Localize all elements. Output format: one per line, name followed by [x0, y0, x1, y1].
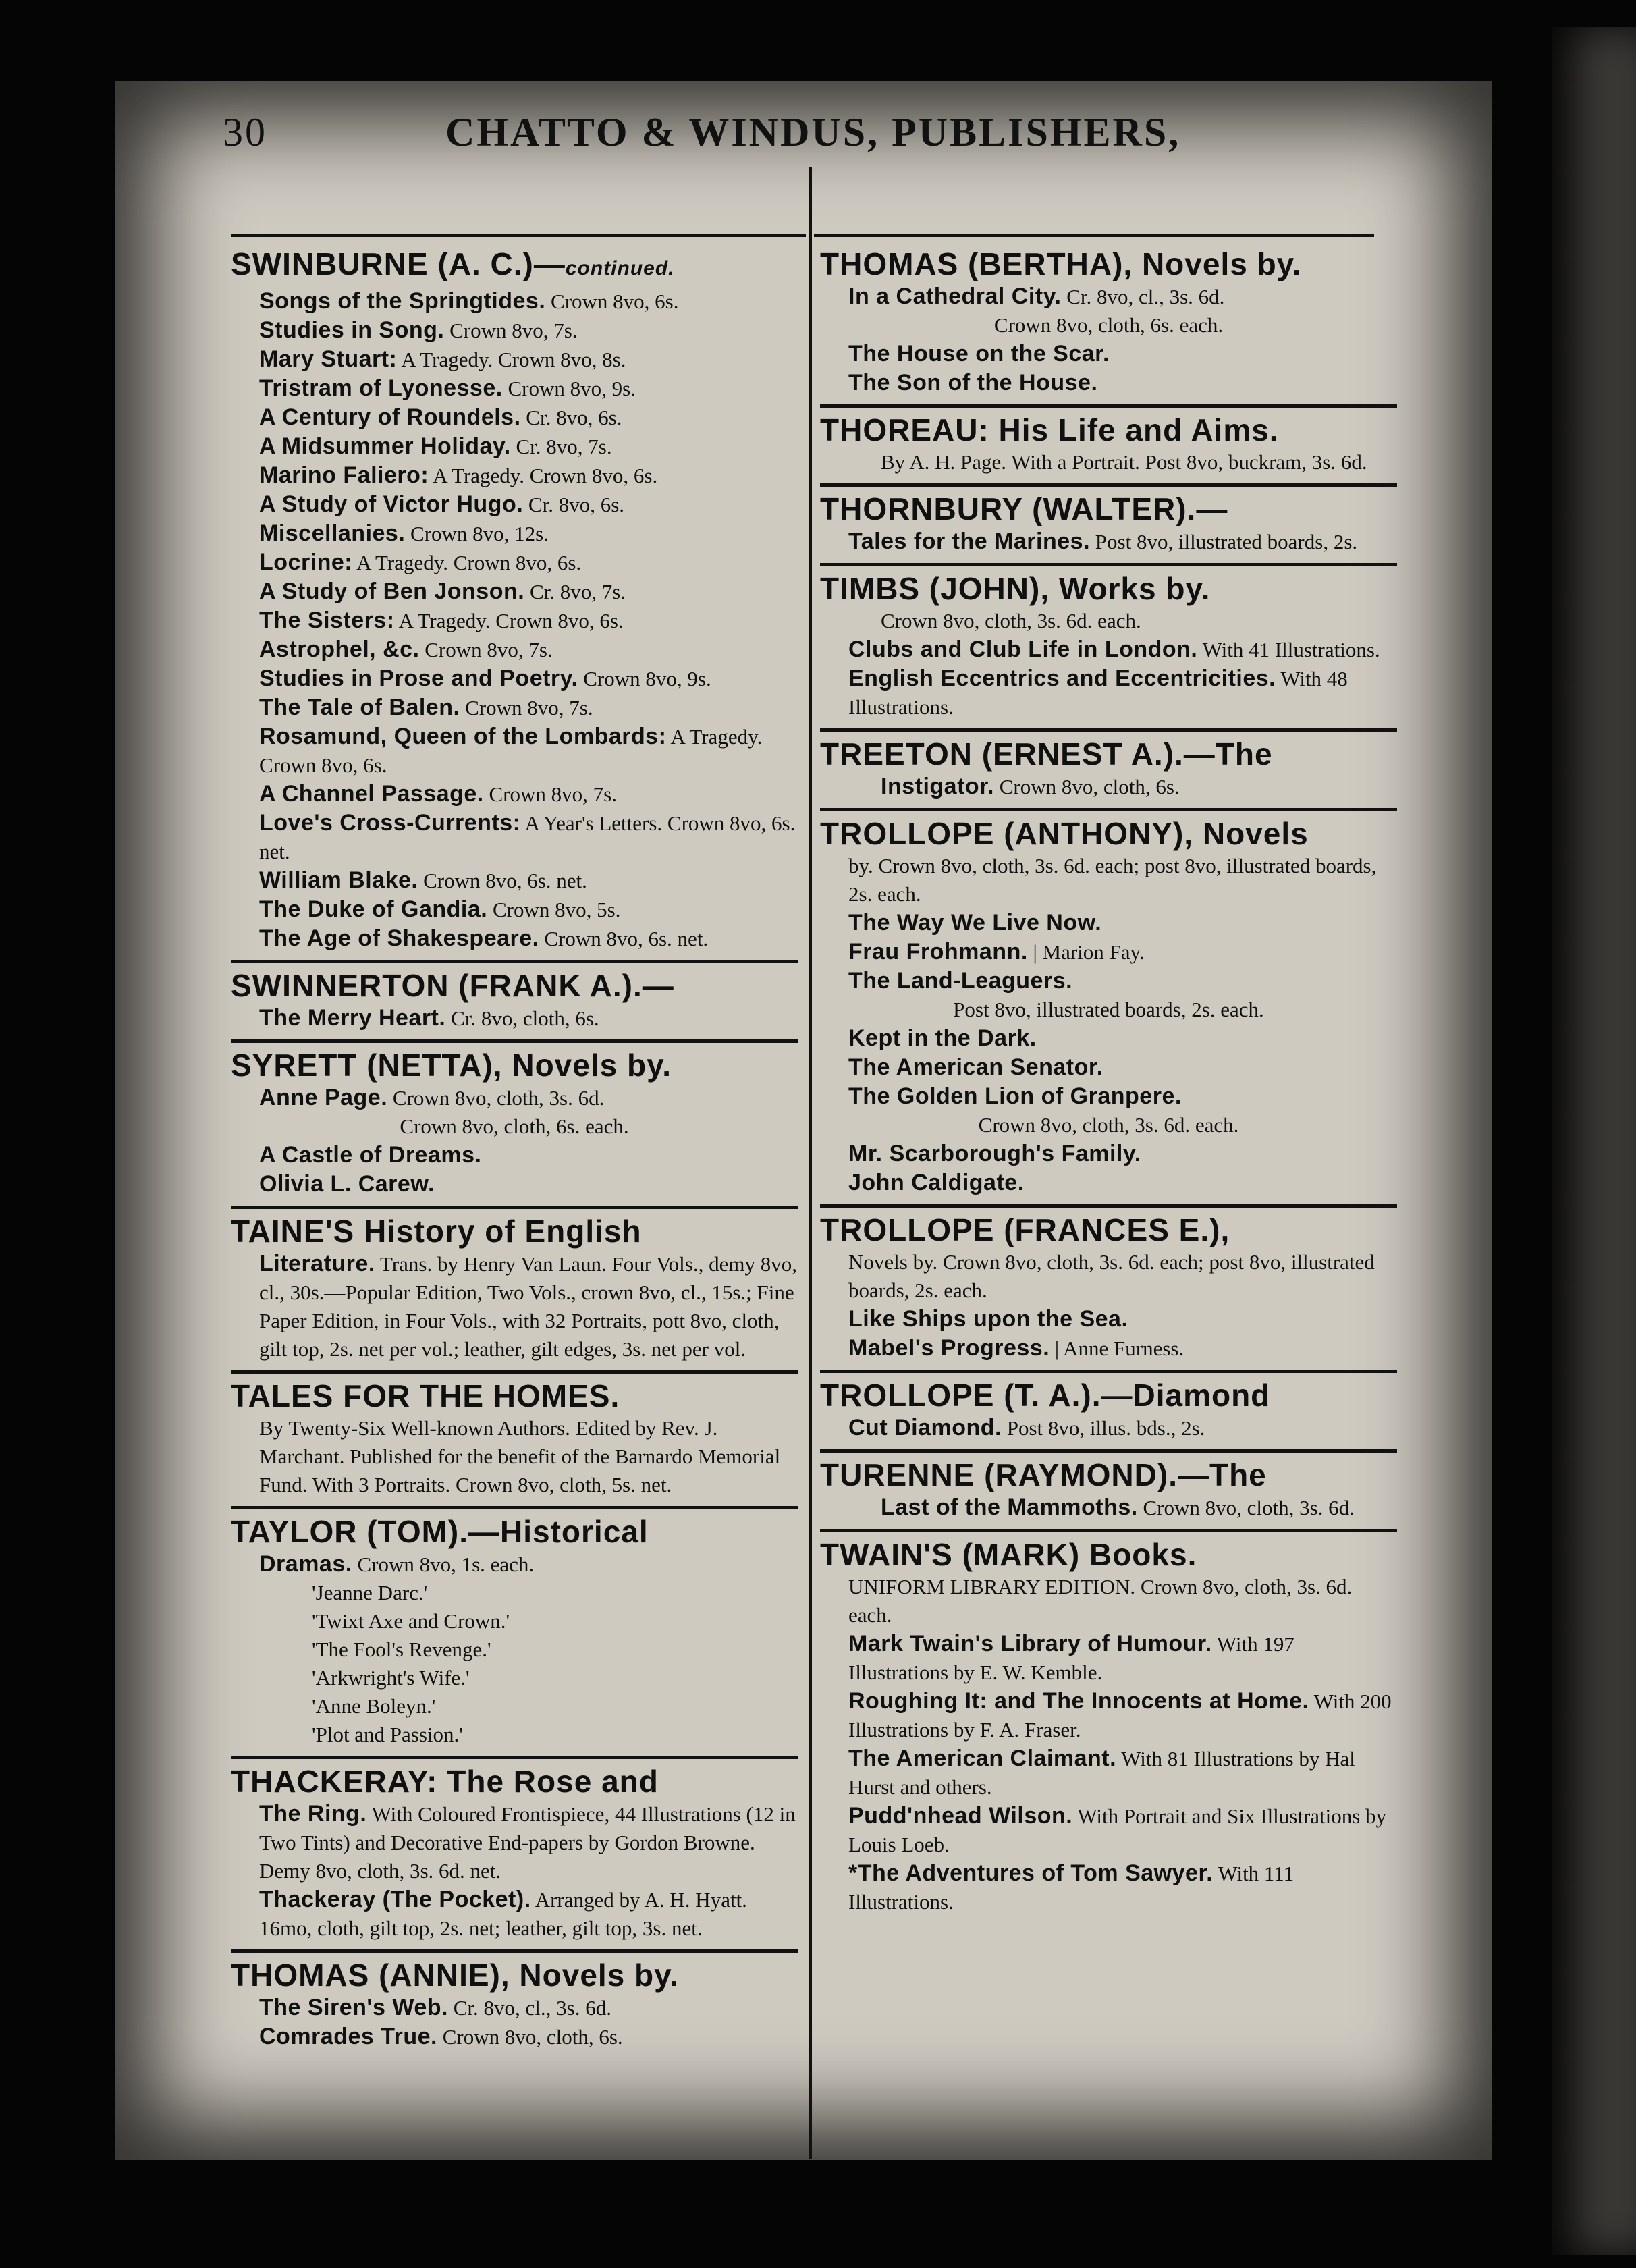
- book-listing: [259, 287, 798, 316]
- catalogue-entry: [231, 1374, 798, 1509]
- book-details: Crown 8vo, 7s.: [419, 638, 553, 662]
- book-listing: [259, 924, 798, 953]
- book-listing: [259, 490, 798, 519]
- book-listing: [259, 1249, 798, 1364]
- book-title: The American Senator.: [848, 1054, 1103, 1080]
- book-title: Songs of the Springtides.: [259, 288, 546, 314]
- book-title: William Blake.: [259, 867, 418, 893]
- book-listing: [848, 1024, 1397, 1053]
- book-listing: [848, 664, 1397, 722]
- book-title: Miscellanies.: [259, 520, 406, 546]
- book-title: The American Claimant.: [848, 1746, 1117, 1771]
- book-listing: [848, 1168, 1397, 1197]
- book-listing: [848, 1629, 1397, 1687]
- author-heading: [820, 491, 1397, 527]
- book-title: Studies in Prose and Poetry.: [259, 666, 578, 691]
- book-title: A Midsummer Holiday.: [259, 433, 511, 459]
- book-title: Astrophel, &c.: [259, 637, 420, 662]
- book-details: Crown 8vo, 6s.: [545, 290, 679, 313]
- book-details: With 197 Illustrations by E. W. Kemble.: [848, 1632, 1294, 1684]
- catalogue-entry: [231, 1509, 798, 1759]
- book-listing: [259, 2022, 798, 2051]
- catalogue-entry: [231, 1759, 798, 1953]
- author-heading: [231, 1763, 798, 1800]
- book-details: A Tragedy. Crown 8vo, 8s.: [397, 348, 626, 371]
- book-title: The Land-Leaguers.: [848, 968, 1073, 994]
- book-listing: [259, 1414, 798, 1499]
- book-title: The Sisters:: [259, 608, 395, 633]
- book-title: Mary Stuart:: [259, 346, 398, 372]
- book-listing: [848, 1573, 1397, 1629]
- catalogue-entry: [820, 1208, 1397, 1373]
- book-title: Locrine:: [259, 549, 353, 575]
- book-details: 'Plot and Passion.': [312, 1723, 463, 1746]
- book-listing: [820, 1111, 1397, 1139]
- book-listing: [231, 1112, 798, 1141]
- book-listing: [848, 967, 1397, 996]
- book-title: The Ring.: [259, 1801, 367, 1827]
- book-listing: [848, 1859, 1397, 1916]
- book-listing: [259, 345, 798, 374]
- book-listing: [259, 1083, 798, 1112]
- book-details: Crown 8vo, cloth, 6s. each.: [993, 313, 1224, 337]
- book-details: Crown 8vo, 7s.: [460, 696, 593, 720]
- book-details: Crown 8vo, 6s. net.: [539, 927, 709, 950]
- book-listing: [848, 282, 1397, 311]
- page-number: 30: [223, 110, 267, 155]
- book-details: Cr. 8vo, cl., 3s. 6d.: [447, 1996, 611, 2020]
- book-listing: [848, 369, 1397, 398]
- book-listing: [312, 1721, 798, 1749]
- book-listing: [259, 577, 798, 606]
- author-heading: [820, 736, 1397, 772]
- book-listing: [259, 693, 798, 722]
- author-name: THACKERAY: The Rose and: [231, 1764, 659, 1799]
- book-title: *The Adventures of Tom Sawyer.: [848, 1860, 1214, 1886]
- author-name: TALES FOR THE HOMES.: [231, 1378, 620, 1413]
- catalogue-entry: [231, 1953, 798, 2058]
- book-details: Crown 8vo, 7s.: [444, 319, 578, 342]
- book-details: By Twenty-Six Well-known Authors. Edited by Rev. J. Marchant. Published for the benefit of the Barnardo Memorial Fund. With 3 Portraits. Crown 8vo, cloth, 5s. net.: [259, 1416, 781, 1496]
- book-listing: [848, 1687, 1397, 1744]
- author-heading: [231, 1378, 798, 1414]
- book-details: Crown 8vo, cloth, 6s.: [993, 775, 1180, 799]
- book-listing: [259, 403, 798, 432]
- book-listing: [848, 340, 1397, 369]
- book-details: Cr. 8vo, 7s.: [524, 580, 626, 603]
- book-listing: [259, 635, 798, 664]
- book-listing: [848, 635, 1397, 664]
- book-title: Rosamund, Queen of the Lombards:: [259, 724, 667, 749]
- book-title: Cut Diamond.: [848, 1415, 1002, 1440]
- book-title: Marino Faliero:: [259, 462, 429, 488]
- book-listing: [848, 938, 1397, 967]
- book-title: The Tale of Balen.: [259, 695, 460, 720]
- book-details: Crown 8vo, cloth, 3s. 6d. each.: [881, 609, 1141, 632]
- author-heading: [820, 412, 1397, 448]
- book-listing: [259, 374, 798, 403]
- book-details: Post 8vo, illustrated boards, 2s.: [1090, 530, 1358, 554]
- right-column: [820, 242, 1397, 1923]
- book-title: The Golden Lion of Granpere.: [848, 1083, 1182, 1109]
- book-title: Frau Frohmann.: [848, 939, 1028, 965]
- book-details: Crown 8vo, cloth, 3s. 6d.: [387, 1086, 605, 1110]
- book-details: 'The Fool's Revenge.': [312, 1638, 491, 1661]
- book-title: The House on the Scar.: [848, 341, 1110, 367]
- author-name: TROLLOPE (FRANCES E.),: [820, 1212, 1230, 1247]
- author-name: TAINE'S History of English: [231, 1214, 642, 1249]
- book-details: A Tragedy. Crown 8vo, 6s.: [429, 464, 658, 487]
- book-title: Literature.: [259, 1251, 375, 1276]
- book-title: Tales for the Marines.: [848, 529, 1091, 554]
- book-listing: [848, 1413, 1397, 1442]
- book-details: Crown 8vo, 1s. each.: [352, 1552, 535, 1576]
- book-details: 'Twixt Axe and Crown.': [312, 1609, 510, 1633]
- book-details: Crown 8vo, 9s.: [502, 377, 636, 400]
- book-listing: [881, 772, 1397, 801]
- book-title: A Century of Roundels.: [259, 404, 521, 430]
- author-name: TAYLOR (TOM).—Historical: [231, 1514, 649, 1549]
- book-listing: [312, 1607, 798, 1636]
- author-heading: [231, 1213, 798, 1249]
- book-title: The Son of the House.: [848, 370, 1098, 396]
- book-listing: [259, 548, 798, 577]
- book-title: The Siren's Web.: [259, 1995, 448, 2020]
- author-heading: [820, 246, 1397, 282]
- book-listing: [259, 461, 798, 490]
- book-listing: [881, 448, 1397, 477]
- author-name: TROLLOPE (T. A.).—Diamond: [820, 1378, 1271, 1413]
- catalogue-entry: [820, 1453, 1397, 1532]
- author-heading: [820, 1457, 1397, 1493]
- book-listing: [312, 1692, 798, 1721]
- book-details: With Coloured Frontispiece, 44 Illustrations (12 in Two Tints) and Decorative End-papers by Gordon Browne. Demy 8vo, cloth, 3s. 6d. net.: [259, 1802, 796, 1883]
- book-listing: [848, 1248, 1397, 1305]
- catalogue-entry: [820, 732, 1397, 811]
- author-heading: [231, 1513, 798, 1550]
- book-title: Anne Page.: [259, 1085, 388, 1110]
- book-title: A Channel Passage.: [259, 781, 484, 807]
- book-title: Roughing It: and The Innocents at Home.: [848, 1688, 1309, 1714]
- book-listing: [848, 1305, 1397, 1334]
- book-title: Like Ships upon the Sea.: [848, 1306, 1128, 1332]
- book-details: 'Arkwright's Wife.': [312, 1666, 470, 1690]
- book-details: Cr. 8vo, cloth, 6s.: [445, 1006, 599, 1030]
- book-title: The Duke of Gandia.: [259, 896, 488, 922]
- book-details: With 81 Illustrations by Hal Hurst and others.: [848, 1747, 1355, 1799]
- book-details: Crown 8vo, 12s.: [405, 522, 549, 545]
- book-title: Love's Cross-Currents:: [259, 810, 521, 836]
- book-details: Crown 8vo, 9s.: [578, 667, 711, 691]
- running-title: CHATTO & WINDUS, PUBLISHERS,: [445, 110, 1181, 155]
- book-title: The Way We Live Now.: [848, 910, 1102, 936]
- catalogue-entry: [231, 242, 798, 963]
- book-listing: [259, 809, 798, 866]
- adjacent-page-edge: [1552, 27, 1636, 2254]
- author-name: TIMBS (JOHN), Works by.: [820, 571, 1211, 606]
- catalogue-entry: [231, 1209, 798, 1374]
- book-listing: [259, 1170, 798, 1199]
- author-name: SWINBURNE (A. C.)—: [231, 246, 566, 281]
- catalogue-entry: [820, 566, 1397, 732]
- book-details: With 48 Illustrations.: [848, 667, 1348, 719]
- book-details: With 200 Illustrations by F. A. Fraser.: [848, 1690, 1392, 1742]
- book-title: Mr. Scarborough's Family.: [848, 1141, 1141, 1166]
- book-listing: [259, 432, 798, 461]
- book-listing: [259, 1885, 798, 1943]
- book-details: Crown 8vo, 7s.: [483, 782, 617, 806]
- book-title: A Castle of Dreams.: [259, 1142, 482, 1168]
- author-name: THOREAU: His Life and Aims.: [820, 412, 1279, 448]
- book-listing: [259, 664, 798, 693]
- continued-note: continued.: [565, 257, 675, 279]
- book-details: Crown 8vo, cloth, 3s. 6d. each.: [978, 1113, 1239, 1137]
- book-title: In a Cathedral City.: [848, 284, 1062, 309]
- book-details: A Year's Letters. Crown 8vo, 6s. net.: [259, 811, 796, 863]
- author-heading: [820, 1212, 1397, 1248]
- book-listing: [848, 527, 1397, 556]
- book-listing: [259, 1993, 798, 2022]
- catalogue-entry: [820, 1532, 1397, 1923]
- book-listing: [848, 1139, 1397, 1168]
- left-top-rule: [231, 234, 806, 237]
- book-title: Thackeray (The Pocket).: [259, 1887, 531, 1912]
- book-listing: [259, 1004, 798, 1033]
- catalogue-page: [115, 81, 1492, 2160]
- book-title: Clubs and Club Life in London.: [848, 637, 1198, 662]
- book-details: | Anne Furness.: [1049, 1336, 1184, 1360]
- book-details: Crown 8vo, cloth, 6s. each.: [400, 1114, 629, 1138]
- book-title: Comrades True.: [259, 2024, 437, 2049]
- book-details: Cr. 8vo, 7s.: [510, 435, 612, 458]
- book-details: A Tragedy. Crown 8vo, 6s.: [394, 609, 624, 632]
- author-name: THOMAS (ANNIE), Novels by.: [231, 1958, 680, 1993]
- book-details: by. Crown 8vo, cloth, 3s. 6d. each; post 8vo, illustrated boards, 2s. each.: [848, 854, 1377, 906]
- book-details: A Tragedy. Crown 8vo, 6s.: [352, 551, 582, 574]
- book-listing: [312, 1636, 798, 1664]
- book-title: Mabel's Progress.: [848, 1335, 1050, 1361]
- book-details: Crown 8vo, 5s.: [487, 898, 621, 921]
- author-heading: [820, 1536, 1397, 1573]
- book-title: Studies in Song.: [259, 317, 445, 343]
- running-header: [115, 109, 1492, 170]
- author-heading: [820, 1377, 1397, 1413]
- catalogue-entry: [820, 408, 1397, 487]
- author-heading: [231, 246, 798, 287]
- book-details: Cr. 8vo, 6s.: [523, 493, 625, 516]
- book-details: UNIFORM LIBRARY EDITION. Crown 8vo, cloth, 3s. 6d. each.: [848, 1575, 1353, 1627]
- catalogue-entry: [231, 1043, 798, 1209]
- author-heading: [231, 1957, 798, 1993]
- book-title: Tristram of Lyonesse.: [259, 375, 503, 401]
- book-details: 'Anne Boleyn.': [312, 1694, 436, 1718]
- author-heading: [231, 967, 798, 1004]
- catalogue-entry: [820, 487, 1397, 566]
- book-details: Post 8vo, illus. bds., 2s.: [1001, 1416, 1205, 1440]
- catalogue-entry: [231, 963, 798, 1043]
- book-details: By A. H. Page. With a Portrait. Post 8vo, buckram, 3s. 6d.: [881, 450, 1367, 474]
- book-details: Trans. by Henry Van Laun. Four Vols., demy 8vo, cl., 30s.—Popular Edition, Two Vols., crown 8vo, cl., 15s.; Fine Paper Edition, in Four Vols., with 32 Portraits, pott 8vo, cloth, gilt top, 2s. net per vol.; leather, gilt edges, 3s. net per vol.: [259, 1252, 797, 1361]
- book-listing: [259, 866, 798, 895]
- author-name: TWAIN'S (MARK) Books.: [820, 1537, 1197, 1572]
- book-listing: [848, 852, 1397, 909]
- book-title: A Study of Ben Jonson.: [259, 578, 525, 604]
- book-listing: [848, 1744, 1397, 1802]
- book-listing: [259, 316, 798, 345]
- book-title: A Study of Victor Hugo.: [259, 491, 524, 517]
- book-listing: [848, 1082, 1397, 1111]
- book-title: Last of the Mammoths.: [881, 1494, 1138, 1520]
- book-listing: [259, 895, 798, 924]
- book-title: Dramas.: [259, 1551, 352, 1577]
- author-name: SYRETT (NETTA), Novels by.: [231, 1048, 672, 1083]
- book-title: The Merry Heart.: [259, 1005, 446, 1031]
- author-name: SWINNERTON (FRANK A.).—: [231, 968, 674, 1003]
- book-title: Instigator.: [881, 774, 994, 799]
- book-listing: [259, 1550, 798, 1579]
- author-name: TROLLOPE (ANTHONY), Novels: [820, 816, 1309, 851]
- book-listing: [881, 1493, 1397, 1522]
- book-details: Crown 8vo, cloth, 3s. 6d.: [1137, 1496, 1355, 1519]
- column-divider: [809, 167, 812, 2159]
- book-listing: [881, 607, 1397, 635]
- author-name: THOMAS (BERTHA), Novels by.: [820, 246, 1302, 281]
- book-details: Post 8vo, illustrated boards, 2s. each.: [953, 998, 1264, 1021]
- book-listing: [820, 311, 1397, 340]
- book-title: Kept in the Dark.: [848, 1025, 1037, 1051]
- book-listing: [312, 1664, 798, 1692]
- book-title: Mark Twain's Library of Humour.: [848, 1631, 1212, 1656]
- author-heading: [820, 570, 1397, 607]
- left-column: [231, 242, 798, 2058]
- book-details: Crown 8vo, cloth, 6s.: [437, 2025, 623, 2049]
- catalogue-entry: [820, 242, 1397, 408]
- book-listing: [848, 1334, 1397, 1363]
- author-name: TREETON (ERNEST A.).—The: [820, 736, 1273, 772]
- book-details: Cr. 8vo, 6s.: [520, 406, 622, 429]
- book-title: John Caldigate.: [848, 1170, 1025, 1195]
- book-details: Novels by. Crown 8vo, cloth, 3s. 6d. each; post 8vo, illustrated boards, 2s. each.: [848, 1250, 1375, 1302]
- book-details: With 41 Illustrations.: [1197, 638, 1380, 662]
- catalogue-entry: [820, 811, 1397, 1208]
- book-details: Crown 8vo, 6s. net.: [418, 869, 587, 892]
- book-details: Cr. 8vo, cl., 3s. 6d.: [1061, 285, 1225, 308]
- right-top-rule: [814, 234, 1374, 237]
- book-listing: [259, 519, 798, 548]
- book-listing: [848, 909, 1397, 938]
- book-title: Olivia L. Carew.: [259, 1171, 435, 1197]
- author-heading: [231, 1047, 798, 1083]
- author-name: TURENNE (RAYMOND).—The: [820, 1457, 1267, 1492]
- author-heading: [820, 815, 1397, 852]
- book-title: The Age of Shakespeare.: [259, 925, 539, 951]
- book-listing: [848, 1802, 1397, 1859]
- book-listing: [259, 1800, 798, 1885]
- book-listing: [820, 996, 1397, 1024]
- book-listing: [848, 1053, 1397, 1082]
- book-listing: [259, 1141, 798, 1170]
- book-listing: [259, 780, 798, 809]
- book-details: With Portrait and Six Illustrations by Louis Loeb.: [848, 1804, 1387, 1856]
- book-details: 'Jeanne Darc.': [312, 1581, 428, 1604]
- book-details: Arranged by A. H. Hyatt. 16mo, cloth, gilt top, 2s. net; leather, gilt top, 3s. net.: [259, 1888, 747, 1940]
- book-title: Pudd'nhead Wilson.: [848, 1803, 1073, 1829]
- book-details: A Tragedy. Crown 8vo, 6s.: [259, 725, 763, 777]
- author-name: THORNBURY (WALTER).—: [820, 491, 1228, 526]
- book-listing: [259, 722, 798, 780]
- book-details: With 111 Illustrations.: [848, 1862, 1294, 1914]
- book-title: English Eccentrics and Eccentricities.: [848, 666, 1276, 691]
- catalogue-entry: [820, 1373, 1397, 1453]
- book-listing: [312, 1579, 798, 1607]
- book-details: | Marion Fay.: [1027, 940, 1145, 964]
- book-listing: [259, 606, 798, 635]
